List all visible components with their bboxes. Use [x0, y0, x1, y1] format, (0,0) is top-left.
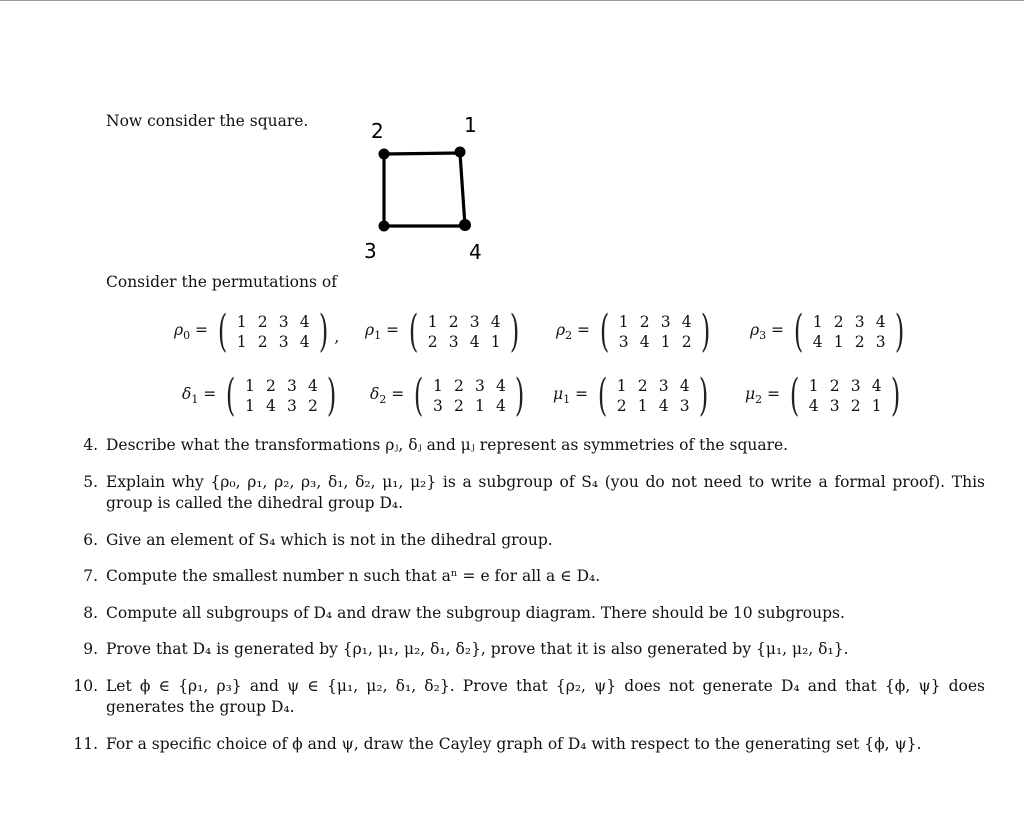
permutation-symbol: $\mu_1$ =: [553, 385, 588, 407]
question-number: 4.: [83, 436, 98, 454]
permutation-symbol: $\rho_3$ =: [750, 321, 785, 343]
matrix-bottom-row: 2 3 4 1: [427, 333, 501, 351]
question-number: 9.: [83, 640, 98, 658]
question-number: 11.: [73, 735, 98, 753]
question-7: [60, 566, 985, 587]
permutation-symbol: $\rho_0$ =: [174, 321, 209, 343]
permutation-ρ3: [750, 306, 908, 357]
intro-sentence: Now consider the square.: [106, 112, 309, 130]
matrix-top-row: 1 2 3 4: [433, 377, 506, 395]
matrix-bottom-row: 3 2 1 4: [433, 397, 506, 415]
matrix-bottom-row: 1 2 3 4: [236, 333, 310, 351]
question-number: 5.: [83, 473, 98, 491]
square-figure: [350, 108, 500, 268]
permutations-intro: Consider the permutations of: [106, 273, 337, 291]
question-9: [60, 639, 985, 660]
permutation-symbol: $\rho_2$ =: [556, 321, 591, 343]
permutation-ρ0: $\rho_0$ = ( 1 2 3 4 1 2 3 4 ) ,: [174, 306, 340, 357]
question-number: 8.: [83, 604, 98, 622]
question-8: [60, 603, 985, 624]
permutation-symbol: $\rho_1$ =: [365, 321, 400, 343]
permutation-μ1: [553, 370, 712, 421]
permutation-ρ2: [556, 306, 714, 357]
matrix-top-row: 1 2 3 4: [618, 313, 692, 331]
vertex-label-2: 2: [371, 119, 384, 143]
permutation-ρ1: [365, 306, 523, 357]
permutation-matrix: ( 1 2 3 4 1 2 3 4 ): [217, 306, 329, 357]
matrix-bottom-row: 1 4 3 2: [245, 397, 318, 415]
matrix-top-row: 1 2 3 4: [812, 313, 886, 331]
permutation-symbol: $\mu_2$ =: [745, 385, 780, 407]
permutation-matrix: ( 1 2 3 4 1 4 3 2 ): [226, 370, 337, 421]
vertex-dot-1: [455, 147, 466, 158]
question-text: For a specific choice of ϕ and ψ, draw the Cayley graph of D₄ with respect to the generating set {ϕ, ψ}.: [106, 735, 922, 753]
matrix-top-row: 1 2 3 4: [236, 313, 310, 331]
vertex-dot-2: [379, 149, 390, 160]
question-10: [60, 676, 985, 718]
matrix-bottom-row: 4 3 2 1: [808, 397, 882, 415]
question-6: [60, 530, 985, 551]
permutation-matrix: ( 1 2 3 4 3 4 1 2 ): [599, 306, 711, 357]
question-number: 7.: [83, 567, 98, 585]
question-4: [60, 435, 985, 456]
question-5: [60, 472, 985, 514]
question-text: Let ϕ ∈ {ρ₁, ρ₃} and ψ ∈ {μ₁, μ₂, δ₁, δ₂}. Prove that {ρ₂, ψ} does not generate D₄ and that {ϕ, ψ} does generates the group D₄.: [106, 677, 985, 716]
permutation-symbol: $\delta_1$ =: [182, 385, 217, 407]
vertex-label-1: 1: [464, 113, 477, 137]
permutation-δ2: [370, 370, 529, 421]
permutation-matrix: ( 1 2 3 4 2 1 4 3 ): [597, 370, 709, 421]
matrix-top-row: 1 2 3 4: [616, 377, 690, 395]
vertex-dot-4: [459, 219, 471, 231]
question-number: 6.: [83, 531, 98, 549]
matrix-bottom-row: 2 1 4 3: [616, 397, 690, 415]
vertex-label-4: 4: [469, 240, 482, 264]
question-text: Compute the smallest number n such that aⁿ = e for all a ∈ D₄.: [106, 567, 601, 585]
vertex-dot-3: [379, 221, 390, 232]
page-top-border: [0, 0, 1024, 1]
question-text: Describe what the transformations ρⱼ, δⱼ and μⱼ represent as symmetries of the square.: [106, 436, 789, 454]
vertex-label-3: 3: [364, 239, 377, 263]
square-outline: [384, 153, 465, 226]
permutation-symbol: $\delta_2$ =: [370, 385, 405, 407]
question-text: Prove that D₄ is generated by {ρ₁, μ₁, μ₂, δ₁, δ₂}, prove that it is also generated by {μ₁, μ₂, δ₁}.: [106, 640, 849, 658]
question-text: Give an element of S₄ which is not in the dihedral group.: [106, 531, 553, 549]
permutation-δ1: [182, 370, 341, 421]
question-text: Compute all subgroups of D₄ and draw the subgroup diagram. There should be 10 subgroups.: [106, 604, 845, 622]
permutation-matrix: ( 1 2 3 4 4 1 2 3 ): [793, 306, 905, 357]
permutation-μ2: [745, 370, 904, 421]
matrix-top-row: 1 2 3 4: [427, 313, 501, 331]
permutation-matrix: ( 1 2 3 4 4 3 2 1 ): [789, 370, 901, 421]
matrix-top-row: 1 2 3 4: [808, 377, 882, 395]
permutation-matrix: ( 1 2 3 4 2 3 4 1 ): [408, 306, 520, 357]
question-text: Explain why {ρ₀, ρ₁, ρ₂, ρ₃, δ₁, δ₂, μ₁, μ₂} is a subgroup of S₄ (you do not need to write a formal proof). This group is called the dihedral group D₄.: [106, 473, 985, 512]
matrix-bottom-row: 4 1 2 3: [812, 333, 886, 351]
matrix-bottom-row: 3 4 1 2: [618, 333, 692, 351]
permutation-matrix: ( 1 2 3 4 3 2 1 4 ): [414, 370, 525, 421]
question-number: 10.: [73, 677, 98, 695]
question-11: [60, 734, 985, 755]
matrix-top-row: 1 2 3 4: [245, 377, 318, 395]
